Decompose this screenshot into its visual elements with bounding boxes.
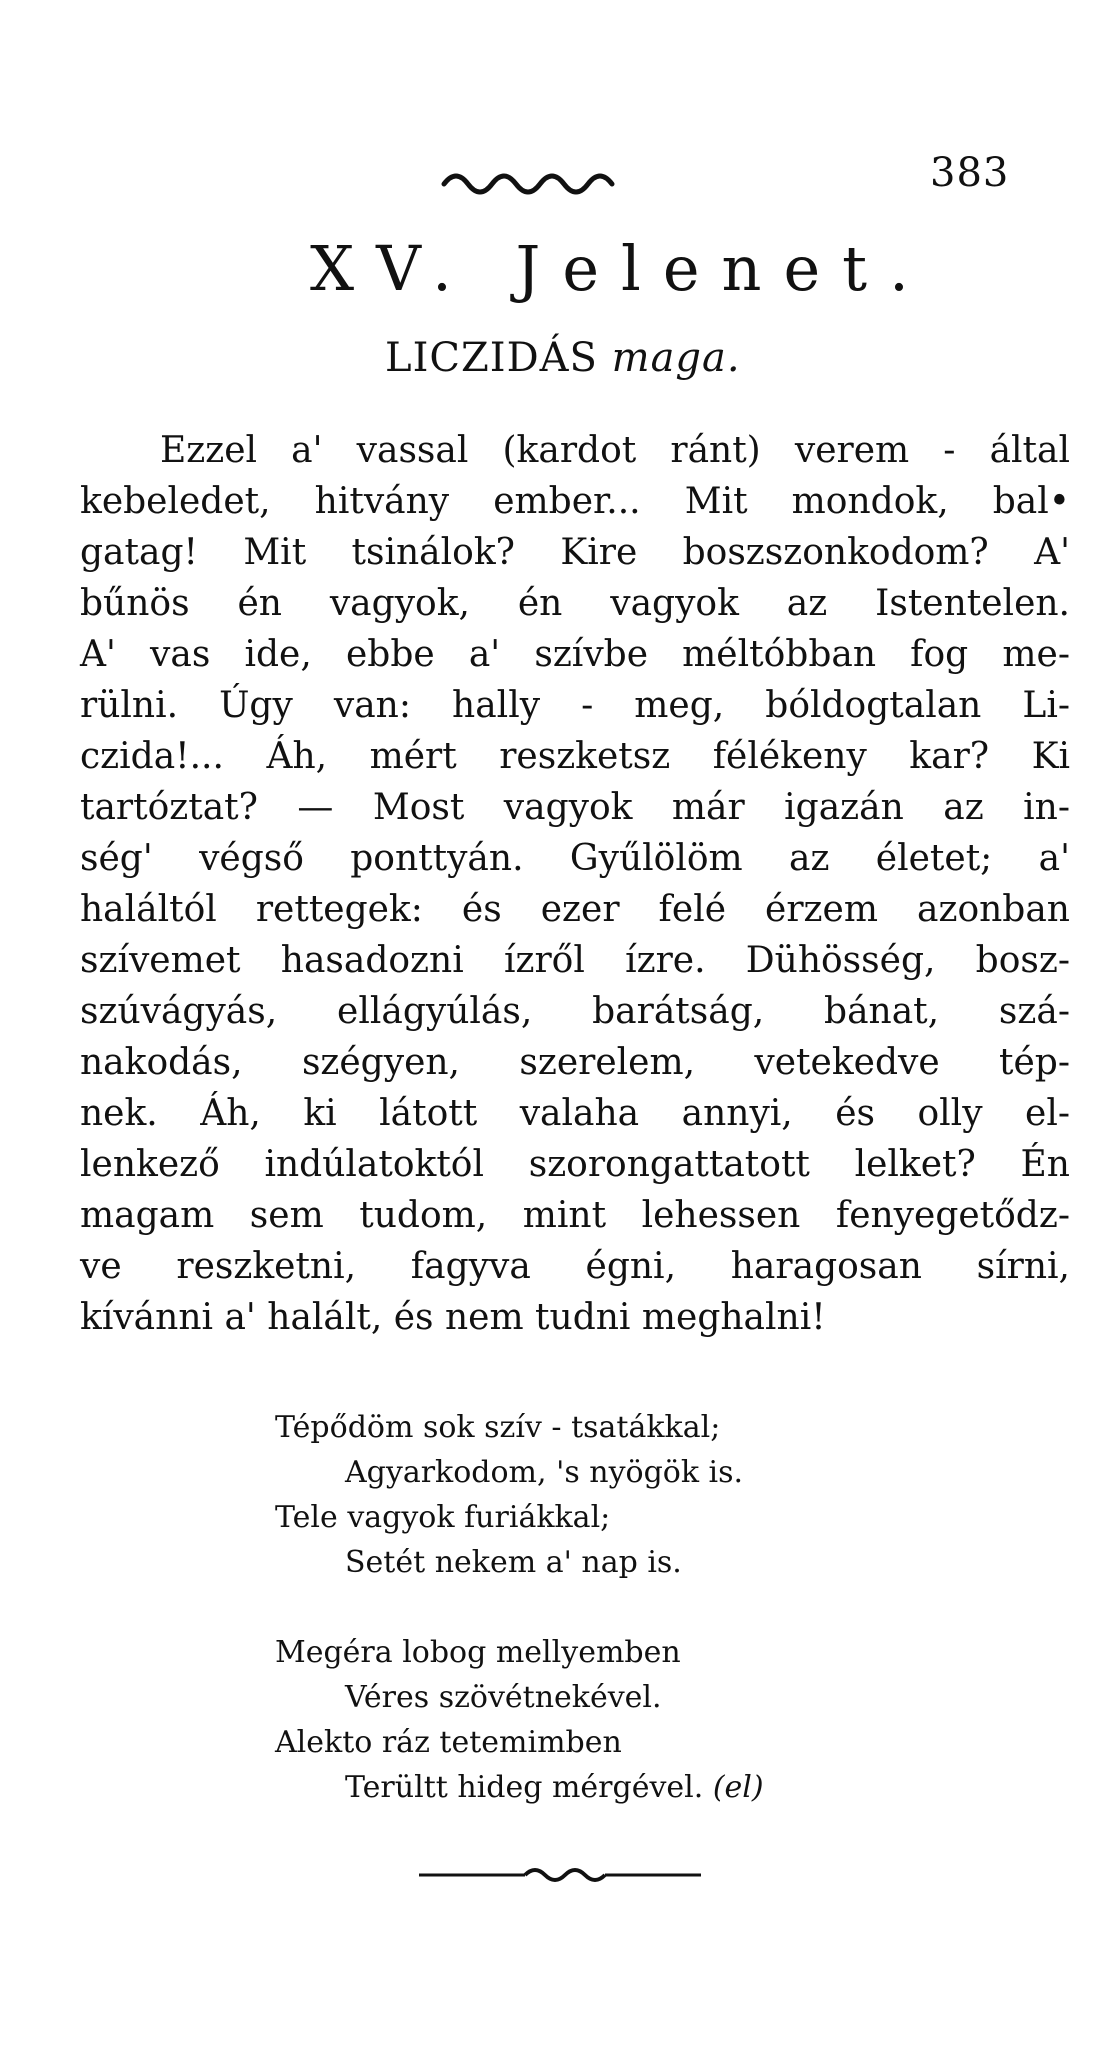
verse-line: Setét nekem a' nap is. — [345, 1545, 682, 1580]
prose-line: A' vas ide, ebbe a' szívbe méltóbban fog me- — [80, 634, 1070, 675]
prose-line: gatag! Mit tsinálok? Kire boszszonkodom? A' — [80, 532, 1070, 573]
prose-line: haláltól rettegek: és ezer felé érzem azonban — [80, 889, 1070, 930]
verse-line — [275, 1765, 764, 1810]
verse-stanza-1 — [275, 1405, 743, 1585]
verse-line: Agyarkodom, 's nyögök is. — [345, 1455, 744, 1490]
verse-line: Tépődöm sok szív - tsatákkal; — [275, 1410, 721, 1445]
page-number: 383 — [930, 150, 1010, 196]
prose-line: czida!... Áh, mért reszketsz félékeny kar? Ki — [80, 736, 1070, 777]
prose-line: nek. Áh, ki látott valaha annyi, és olly el- — [80, 1093, 1070, 1134]
prose-line: Ezzel a' vassal (kardot ránt) verem - által — [160, 430, 1070, 471]
verse-stanza-2 — [275, 1630, 764, 1810]
speaker-name: LICZIDÁS — [385, 335, 598, 381]
prose-line: szívemet hasadozni ízről ízre. Dühösség, bosz- — [80, 940, 1070, 981]
verse-line: Megéra lobog mellyemben — [275, 1635, 681, 1670]
ornament-flourish-top — [440, 160, 620, 200]
prose-line: nakodás, szégyen, szerelem, vetekedve tép- — [80, 1042, 1070, 1083]
prose-line: tartóztat? — Most vagyok már igazán az in- — [80, 787, 1070, 828]
prose-line: ség' végső ponttyán. Gyűlölöm az életet; a' — [80, 838, 1070, 879]
verse-line: Tele vagyok furiákkal; — [275, 1500, 611, 1535]
ornament-divider-bottom — [415, 1860, 705, 1890]
prose-line: rülni. Úgy van: hally - meg, bóldogtalan Li- — [80, 685, 1070, 726]
monologue-paragraph — [80, 425, 1070, 1343]
speaker-direction: maga. — [611, 335, 741, 381]
prose-line: ve reszketni, fagyva égni, haragosan sírni, — [80, 1246, 1070, 1287]
prose-line: bűnös én vagyok, én vagyok az Istentelen. — [80, 583, 1070, 624]
scene-title: XV. Jelenet. — [310, 232, 931, 305]
prose-line: kebeledet, hitvány ember... Mit mondok, bal• — [80, 481, 1070, 522]
verse-line: Alekto ráz tetemimben — [275, 1725, 622, 1760]
prose-line: szúvágyás, ellágyúlás, barátság, bánat, szá- — [80, 991, 1070, 1032]
prose-line: kívánni a' halált, és nem tudni meghalni! — [80, 1297, 826, 1338]
exit-direction: (el) — [712, 1770, 764, 1805]
speaker-heading — [385, 335, 741, 381]
prose-line: lenkező indúlatoktól szorongattatott lelket? Én — [80, 1144, 1070, 1185]
verse-line-text: Terültt hideg mérgével. — [345, 1770, 704, 1805]
verse-line: Véres szövétnekével. — [345, 1680, 662, 1715]
prose-line: magam sem tudom, mint lehessen fenyegetődz- — [80, 1195, 1070, 1236]
